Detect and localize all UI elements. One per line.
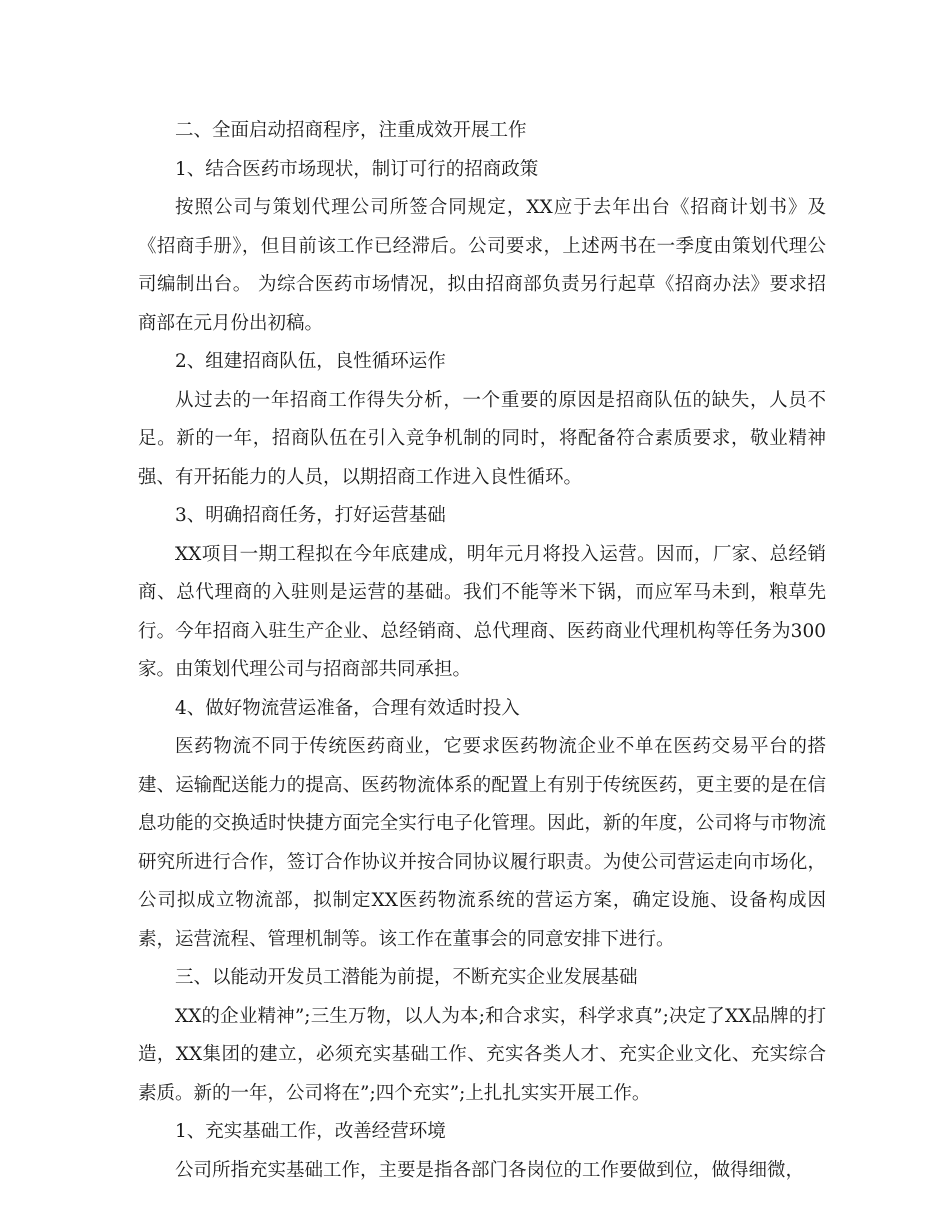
subsection-heading-2-3: 3、明确招商任务，打好运营基础: [175, 505, 446, 526]
body-paragraph: XX的企业精神”;三生万物，以人为本;和合求实，科学求真”;决定了XX品牌的打造，XX集团的建立，必须充实基础工作、充实各类人才、充实企业文化、充实综合素质。新的一年，公司将在”;四个充实”;上扎扎实实开展工作。: [138, 1005, 826, 1104]
body-paragraph: 从过去的一年招商工作得失分析，一个重要的原因是招商队伍的缺失，人员不足。新的一年，招商队伍在引入竞争机制的同时，将配备符合素质要求，敬业精神强、有开拓能力的人员，以期招商工作进入良性循环。: [138, 389, 826, 488]
section-heading-2: 二、全面启动招商程序，注重成效开展工作: [175, 120, 527, 141]
body-paragraph: 按照公司与策划代理公司所签合同规定，XX应于去年出台《招商计划书》及《招商手册》，但目前该工作已经滞后。公司要求，上述两书在一季度由策划代理公司编制出台。 为综合医药市场情况，拟由招商部负责另行起草《招商办法》要求招商部在元月份出初稿。: [138, 197, 826, 334]
body-paragraph: 公司所指充实基础工作，主要是指各部门各岗位的工作要做到位，做得细微，: [175, 1159, 805, 1181]
document-body: [138, 112, 826, 1190]
subsection-heading-2-4: 4、做好物流营运准备，合理有效适时投入: [175, 697, 520, 719]
body-paragraph: 医药物流不同于传统医药商业，它要求医药物流企业不单在医药交易平台的搭建、运输配送能力的提高、医药物流体系的配置上有别于传统医药，更主要的是在信息功能的交换适时快捷方面完全实行电子化管理。因此，新的年度，公司将与市物流研究所进行合作，签订合作协议并按合同协议履行职责。为使公司营运走向市场化，公司拟成立物流部，拟制定XX医药物流系统的营运方案，确定设施、设备构成因素，运营流程、管理机制等。该工作在董事会的同意安排下进行。: [138, 736, 826, 950]
section-heading-3: 三、以能动开发员工潜能为前提，不断充实企业发展基础: [175, 967, 638, 988]
subsection-heading-2-2: 2、组建招商队伍，良性循环运作: [175, 351, 446, 372]
subsection-heading-3-1: 1、充实基础工作，改善经营环境: [175, 1121, 446, 1142]
subsection-heading-2-1: 1、结合医药市场现状，制订可行的招商政策: [175, 158, 539, 180]
body-paragraph: XX项目一期工程拟在今年底建成，明年元月将投入运营。因而，厂家、总经销商、总代理商的入驻则是运营的基础。我们不能等米下锅，而应军马未到，粮草先行。今年招商入驻生产企业、总经销商、总代理商、医药商业代理机构等任务为300家。由策划代理公司与招商部共同承担。: [138, 543, 826, 680]
